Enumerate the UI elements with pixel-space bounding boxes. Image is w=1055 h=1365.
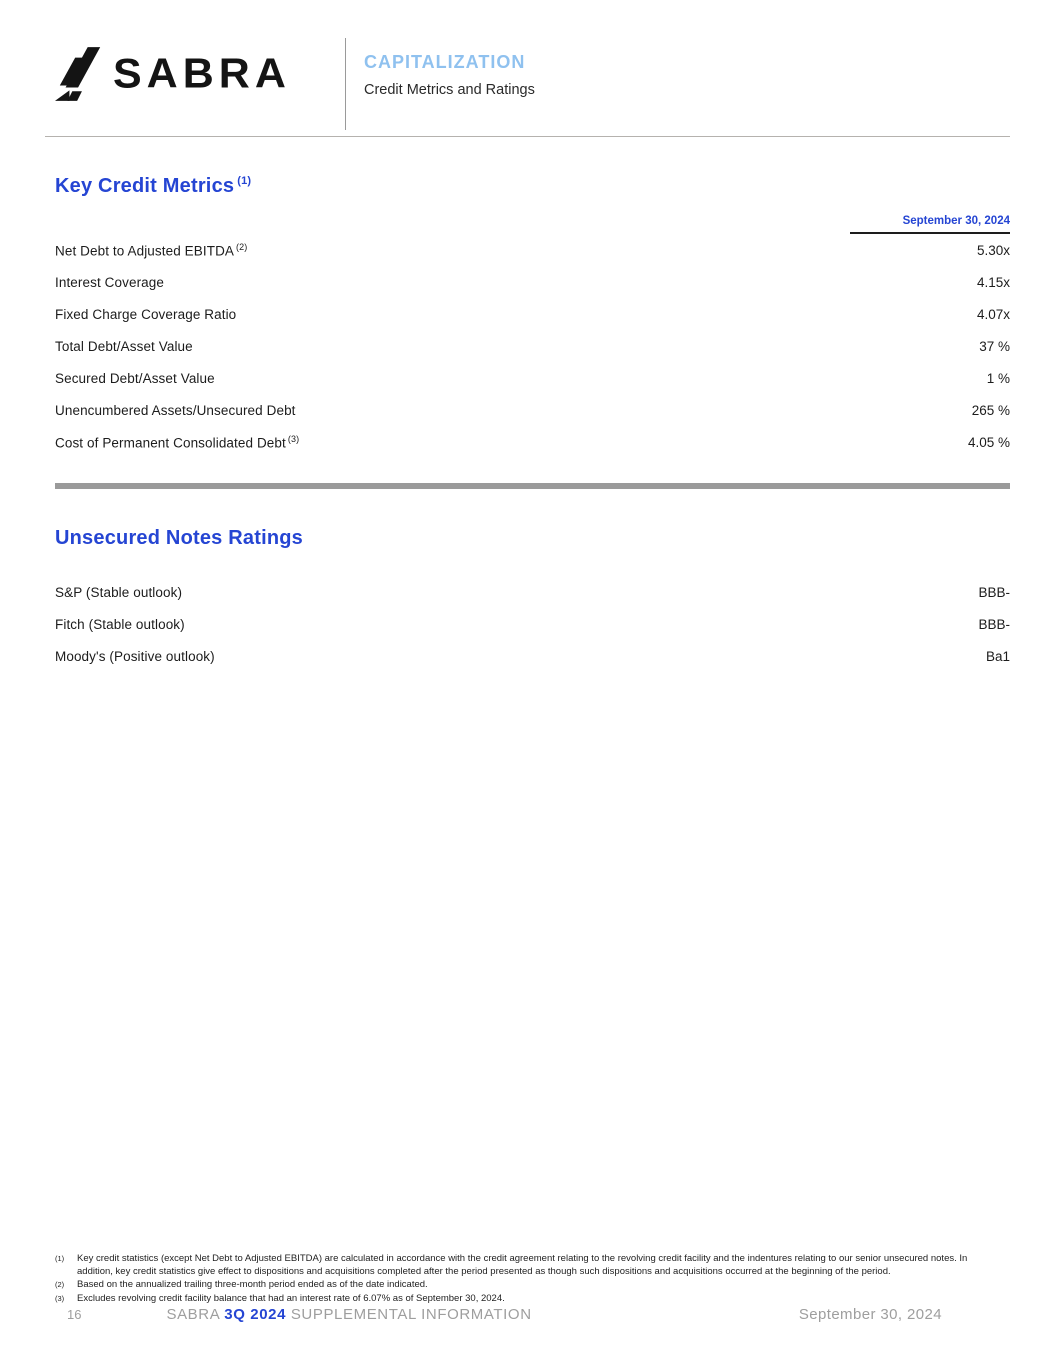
table-row	[55, 608, 1010, 640]
metric-label: Cost of Permanent Consolidated Debt	[55, 435, 286, 451]
metric-value: 4.07x	[976, 306, 1010, 322]
header-title-block	[364, 40, 535, 98]
rating-agency-label: S&P (Stable outlook)	[55, 584, 183, 600]
rating-value: BBB-	[978, 616, 1010, 632]
section-divider-bar	[55, 483, 1010, 489]
page-title: CAPITALIZATION	[364, 52, 526, 72]
main-content	[0, 175, 1055, 672]
table-row	[55, 426, 1010, 458]
rating-agency-label: Fitch (Stable outlook)	[55, 616, 185, 632]
sabra-logo-text: SABRA	[113, 50, 291, 97]
rating-value: Ba1	[985, 648, 1010, 664]
footer-report-title	[166, 1306, 531, 1323]
footer-brand: SABRA	[166, 1306, 220, 1323]
table-row	[55, 298, 1010, 330]
table-row	[55, 394, 1010, 426]
table-row	[55, 362, 1010, 394]
footnote-marker: (2)	[55, 1280, 65, 1290]
footnote-marker: (3)	[55, 1293, 65, 1303]
metric-value: 4.15x	[976, 274, 1010, 290]
metric-value: 265 %	[971, 402, 1010, 418]
rating-value: BBB-	[978, 584, 1010, 600]
metric-label: Secured Debt/Asset Value	[55, 370, 215, 386]
footer-label: SUPPLEMENTAL INFORMATION	[290, 1306, 532, 1323]
metric-label: Fixed Charge Coverage Ratio	[55, 306, 237, 322]
metric-value: 1 %	[986, 370, 1010, 386]
metric-footnote-marker: (2)	[236, 241, 248, 252]
footnote	[55, 1293, 997, 1306]
metrics-column-header	[55, 215, 1010, 234]
header-horizontal-rule	[45, 136, 1010, 137]
table-row	[55, 576, 1010, 608]
footnote-marker: (1)	[55, 1254, 65, 1263]
table-row	[55, 266, 1010, 298]
table-row	[55, 234, 1010, 266]
metric-label: Net Debt to Adjusted EBITDA	[55, 243, 235, 259]
page-footer	[55, 1306, 1010, 1323]
key-credit-metrics-title: Key Credit Metrics	[55, 175, 235, 197]
metric-label: Interest Coverage	[55, 274, 165, 290]
page-subtitle: Credit Metrics and Ratings	[364, 82, 535, 98]
page-header	[55, 40, 1010, 136]
sabra-logo	[55, 40, 345, 102]
sabra-logo-icon	[55, 46, 105, 102]
unsecured-notes-ratings-table	[55, 576, 1010, 672]
page-number: 16	[67, 1307, 82, 1322]
footnote-text: Key credit statistics (except Net Debt to Adjusted EBITDA) are calculated in accordance with the credit agreement relating to the revolving credit facility and the indentures relating to our senior unsecured notes. In addition, key credit statistics give effect to dispositions and acquisitions completed after the period presented as though such dispositions and acquisitions occurred at the beginning of the period.	[77, 1253, 968, 1277]
footnote-text: Excludes revolving credit facility balance that had an interest rate of 6.07% as of September 30, 2024.	[77, 1292, 505, 1304]
table-row	[55, 640, 1010, 672]
footnotes-block	[55, 1253, 997, 1305]
key-credit-metrics-heading	[55, 175, 1010, 198]
footnote	[55, 1279, 997, 1292]
rating-agency-label: Moody's (Positive outlook)	[55, 648, 215, 664]
metric-value: 5.30x	[976, 242, 1010, 258]
unsecured-notes-ratings-heading: Unsecured Notes Ratings	[55, 527, 303, 549]
metric-value: 37 %	[979, 338, 1010, 354]
metric-label: Total Debt/Asset Value	[55, 338, 193, 354]
metric-value: 4.05 %	[967, 434, 1010, 450]
column-header-date: September 30, 2024	[902, 215, 1010, 227]
metric-label: Unencumbered Assets/Unsecured Debt	[55, 402, 296, 418]
metric-footnote-marker: (3)	[287, 433, 300, 444]
footer-quarter: 3Q 2024	[224, 1306, 287, 1323]
table-row	[55, 330, 1010, 362]
heading-footnote-marker: (1)	[237, 175, 252, 188]
footer-date: September 30, 2024	[798, 1306, 942, 1323]
key-credit-metrics-table	[55, 234, 1010, 458]
header-vertical-divider	[345, 38, 346, 130]
footnote	[55, 1253, 997, 1278]
footnote-text: Based on the annualized trailing three-month period ended as of the date indicated.	[77, 1279, 428, 1291]
